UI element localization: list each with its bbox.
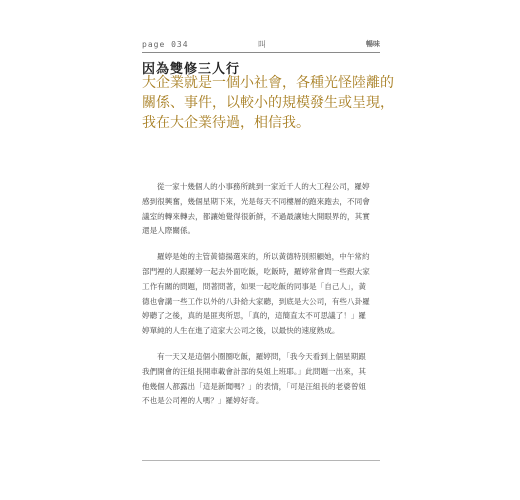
header-logo: 暢味 — [366, 40, 380, 48]
text-line: 不也是公司裡的人嗎？」羅婷好奇。 — [142, 396, 264, 406]
section-title: 因為雙修三人行 — [142, 62, 241, 77]
pull-quote-line: 我在大企業待過，相信我。 — [142, 115, 310, 131]
text-line: 議室的轉來轉去，都讓她覺得很新鮮，不過最讓她大開眼界的，其實 — [142, 211, 370, 221]
text-line: 從一家十幾個人的小事務所跳到一家近千人的大工程公司，羅婷 — [157, 182, 370, 191]
pull-quote-line: 關係、事件，以較小的規模發生或呈現， — [142, 95, 394, 111]
header-divider — [142, 52, 380, 53]
running-header — [142, 38, 380, 52]
text-line: 我們開會的汪組長開車載會計部的吳姐上班耶。」此問題一出來，其 — [142, 366, 367, 376]
page-number: page 034 — [142, 40, 189, 49]
text-line: 工作有關的問題，問著問著，如果一起吃飯的同事是「自己人」，黃 — [142, 281, 367, 291]
text-line: 他幾個人都露出「這是新聞嗎？」的表情，「可是汪組長的老婆曾姐 — [142, 381, 367, 391]
header-mark: 叫 — [258, 40, 266, 49]
text-line: 婷聽了之後，真的是匪夷所思，「真的，這簡直太不可思議了！」羅 — [142, 311, 367, 321]
pull-quote-line: 大企業就是一個小社會，各種光怪陸離的 — [142, 75, 394, 91]
paragraph — [142, 250, 382, 339]
text-line: 還是人際關係。 — [142, 226, 196, 236]
paragraph — [142, 180, 382, 239]
text-line: 德也會講一些工作以外的八卦給大家聽，到底是大公司，有些八卦羅 — [142, 296, 370, 306]
text-line: 羅婷是她的主管黃德揚選來的，所以黃德特別照顧她，中午常約 — [157, 252, 370, 262]
text-line: 部門裡的人跟羅婷一起去外面吃飯，吃飯時，羅婷常會問一些跟大家 — [142, 266, 370, 276]
text-line: 感到很興奮，幾個星期下來，光是每天不同樓層的跑來跑去，不同會 — [142, 196, 370, 206]
footer-divider — [142, 460, 380, 461]
pull-quote — [142, 73, 394, 133]
paragraph — [142, 350, 382, 409]
text-line: 婷單純的人生在進了這家大公司之後，以最快的速度熟成。 — [142, 326, 340, 336]
body-text — [142, 180, 382, 420]
text-line: 有一天又是這個小圈圈吃飯，羅婷問，「我今天看到上個星期跟 — [157, 351, 366, 361]
